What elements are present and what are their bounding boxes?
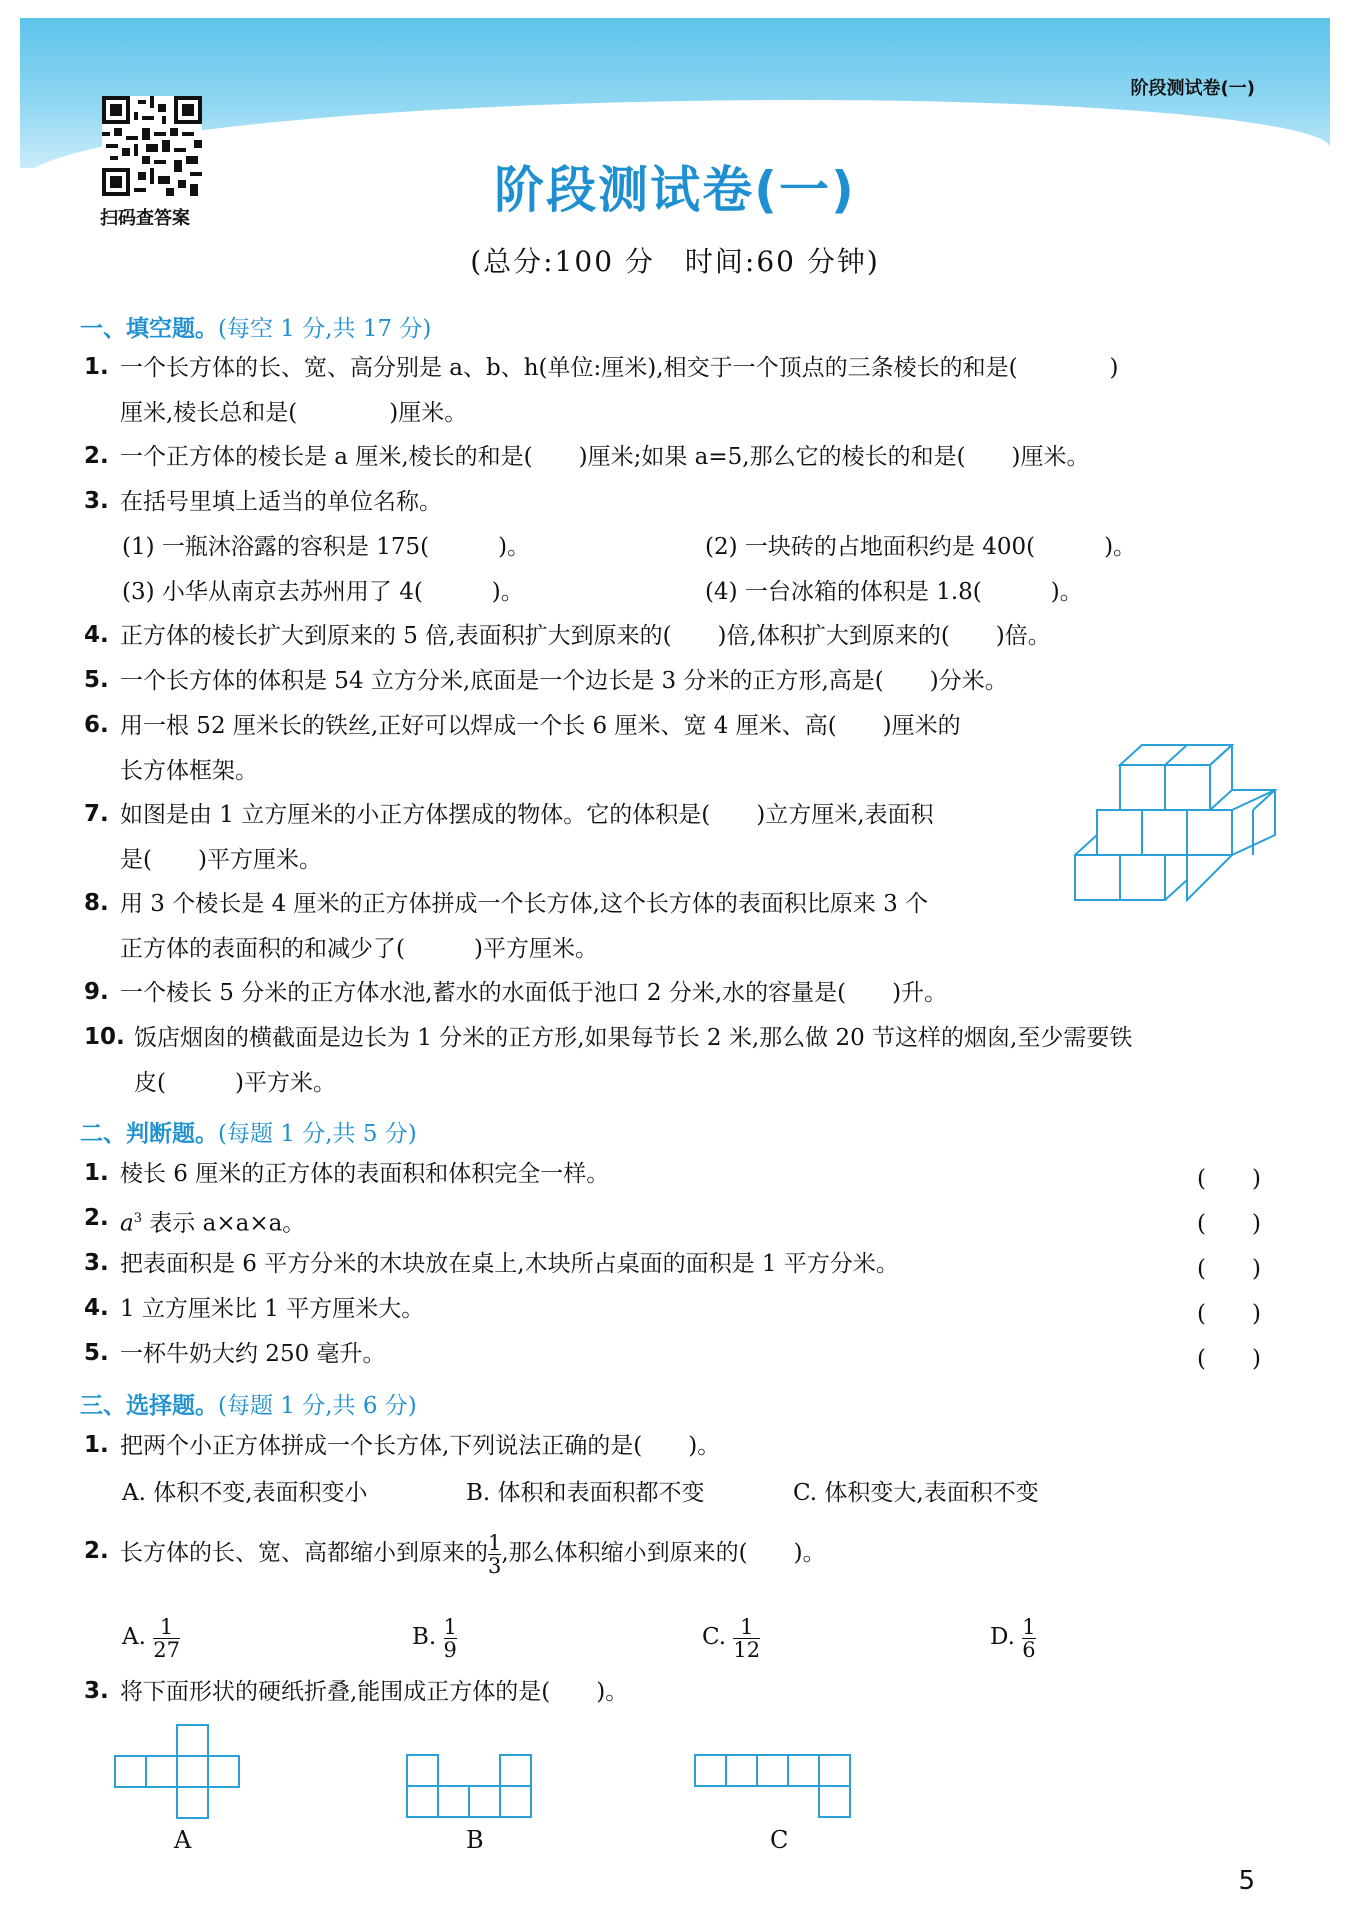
s1-q8-line2: 正方体的表面积的和减少了( )平方厘米。 xyxy=(120,936,598,962)
s2-q5-text: 一杯牛奶大约 250 毫升。 xyxy=(120,1341,386,1367)
section2-note: (每题 1 分,共 5 分) xyxy=(218,1121,417,1147)
qr-label: 扫码查答案 xyxy=(100,208,190,229)
option-fraction xyxy=(1022,1616,1035,1661)
cube-face xyxy=(1120,855,1165,900)
section1-heading xyxy=(80,310,431,343)
s1-q10-line1: 饭店烟囱的横截面是边长为 1 分米的正方形,如果每节长 2 米,那么做 20 节这样的烟囱,至少需要铁 xyxy=(134,1025,1133,1051)
s3-q1-text: 把两个小正方体拼成一个长方体,下列说法正确的是( )。 xyxy=(120,1433,721,1459)
s3-q2-num: 2. xyxy=(84,1538,109,1564)
net-a-label: A xyxy=(174,1826,192,1854)
section3-title: 三、选择题。 xyxy=(80,1393,218,1419)
option-label: D. xyxy=(990,1624,1015,1650)
cube-face xyxy=(1120,765,1165,810)
s1-q3-sub2: (2) 一块砖的占地面积约是 400( )。 xyxy=(705,534,1137,560)
s1-q3-sub4: (4) 一台冰箱的体积是 1.8( )。 xyxy=(705,579,1083,605)
cube-top xyxy=(1210,745,1275,810)
s3-q3-text: 将下面形状的硬纸折叠,能围成正方体的是( )。 xyxy=(120,1679,629,1705)
s2-q1-answer-paren[interactable]: ( ) xyxy=(1197,1166,1261,1192)
option-frac-num: 1 xyxy=(443,1614,457,1639)
option-frac-den: 27 xyxy=(153,1637,180,1662)
s2-q5-answer-paren[interactable]: ( ) xyxy=(1197,1346,1261,1372)
s3-q2-option-d[interactable] xyxy=(990,1608,1036,1666)
s2-q3-answer-paren[interactable]: ( ) xyxy=(1197,1256,1261,1282)
net-a-figure[interactable] xyxy=(110,1722,250,1822)
s1-q6-line1: 用一根 52 厘米长的铁丝,正好可以焊成一个长 6 厘米、宽 4 厘米、高( )厘米的 xyxy=(120,713,961,739)
s1-q8-num: 8. xyxy=(84,890,109,916)
s2-q4-text: 1 立方厘米比 1 平方厘米大。 xyxy=(120,1296,425,1322)
cube-face xyxy=(1165,765,1210,810)
s3-q2-text-before: 长方体的长、宽、高都缩小到原来的 xyxy=(120,1540,488,1566)
net-c-label: C xyxy=(770,1826,789,1854)
option-frac-num: 1 xyxy=(740,1614,754,1639)
s3-q1-option-b[interactable]: B. 体积和表面积都不变 xyxy=(466,1480,705,1506)
s2-q4-answer-paren[interactable]: ( ) xyxy=(1197,1301,1261,1327)
section2-heading xyxy=(80,1115,417,1148)
option-fraction xyxy=(733,1616,760,1661)
s1-q4-line1: 正方体的棱长扩大到原来的 5 倍,表面积扩大到原来的( )倍,体积扩大到原来的( )倍。 xyxy=(120,623,1051,649)
s2-q3-text: 把表面积是 6 平方分米的木块放在桌上,木块所占桌面的面积是 1 平方分米。 xyxy=(120,1251,899,1277)
net-b-label: B xyxy=(466,1826,484,1854)
s3-q1-num: 1. xyxy=(84,1432,109,1458)
option-label: C. xyxy=(702,1624,727,1650)
cube-face xyxy=(1097,810,1142,855)
section2-title: 二、判断题。 xyxy=(80,1121,218,1147)
s2-q4-num: 4. xyxy=(84,1295,109,1321)
s1-q5-num: 5. xyxy=(84,667,109,693)
page-title: 阶段测试卷(一) xyxy=(494,161,856,219)
page-number: 5 xyxy=(1238,1866,1255,1896)
s1-q1-num: 1. xyxy=(84,354,109,380)
option-frac-den: 6 xyxy=(1022,1637,1036,1662)
s3-q2-option-b[interactable] xyxy=(412,1608,457,1666)
option-fraction xyxy=(153,1616,180,1661)
cube-face xyxy=(1142,810,1187,855)
s1-q3-line1: 在括号里填上适当的单位名称。 xyxy=(120,489,442,515)
s1-q9-line1: 一个棱长 5 分米的正方体水池,蓄水的水面低于池口 2 分米,水的容量是( )升。 xyxy=(120,980,948,1006)
option-label: A. xyxy=(122,1624,146,1650)
s1-q9-num: 9. xyxy=(84,979,109,1005)
s3-q2-fraction xyxy=(488,1532,501,1577)
s1-q3-num: 3. xyxy=(84,488,109,514)
s1-q6-line2: 长方体框架。 xyxy=(120,758,258,784)
s1-q2-line1: 一个正方体的棱长是 a 厘米,棱长的和是( )厘米;如果 a=5,那么它的棱长的和是( )厘米。 xyxy=(120,444,1090,470)
s3-q2-text xyxy=(120,1524,826,1582)
option-label: B. xyxy=(412,1624,437,1650)
running-title: 阶段测试卷(一) xyxy=(1130,78,1255,99)
option-frac-den: 9 xyxy=(443,1637,457,1662)
cube-face xyxy=(1075,855,1120,900)
s2-q2-num: 2. xyxy=(84,1205,109,1231)
s1-q10-num: 10. xyxy=(84,1024,125,1050)
s3-q3-num: 3. xyxy=(84,1678,109,1704)
cube-face xyxy=(1187,810,1232,855)
section3-note: (每题 1 分,共 6 分) xyxy=(218,1393,417,1419)
s1-q7-line1: 如图是由 1 立方厘米的小正方体摆成的物体。它的体积是( )立方厘米,表面积 xyxy=(120,802,934,828)
section1-note: (每空 1 分,共 17 分) xyxy=(218,316,432,342)
s1-q5-line1: 一个长方体的体积是 54 立方分米,底面是一个边长是 3 分米的正方形,高是( )分米。 xyxy=(120,668,1008,694)
s2-q1-text: 棱长 6 厘米的正方体的表面积和体积完全一样。 xyxy=(120,1161,610,1187)
s3-q1-option-c[interactable]: C. 体积变大,表面积不变 xyxy=(793,1480,1039,1506)
cube-stack-figure xyxy=(1070,720,1280,920)
s3-q2-frac-num: 1 xyxy=(488,1530,502,1555)
s2-q2-base: a xyxy=(120,1210,134,1237)
option-fraction xyxy=(444,1616,457,1661)
s1-q3-sub3: (3) 小华从南京去苏州用了 4( )。 xyxy=(122,579,524,605)
s1-q1-line2: 厘米,棱长总和是( )厘米。 xyxy=(120,400,468,426)
option-frac-num: 1 xyxy=(159,1614,174,1639)
s3-q2-option-a[interactable] xyxy=(122,1608,180,1666)
cube-side xyxy=(1232,790,1275,855)
cube-top xyxy=(1120,745,1232,765)
s1-q7-line2: 是( )平方厘米。 xyxy=(120,847,322,873)
s1-q10-line2: 皮( )平方米。 xyxy=(134,1070,336,1096)
s2-q2-rest: 表示 a×a×a。 xyxy=(142,1210,306,1237)
cube-side xyxy=(1165,855,1232,900)
s2-q5-num: 5. xyxy=(84,1340,109,1366)
s3-q2-frac-den: 3 xyxy=(488,1553,502,1578)
net-b-figure[interactable] xyxy=(402,1752,542,1822)
s2-q2-exp: 3 xyxy=(133,1211,142,1226)
s1-q8-line1: 用 3 个棱长是 4 厘米的正方体拼成一个长方体,这个长方体的表面积比原来 3 个 xyxy=(120,891,929,917)
s3-q1-option-a[interactable]: A. 体积不变,表面积变小 xyxy=(122,1480,368,1506)
s1-q6-num: 6. xyxy=(84,712,109,738)
s2-q2-text xyxy=(120,1204,305,1239)
s1-q1-line1: 一个长方体的长、宽、高分别是 a、b、h(单位:厘米),相交于一个顶点的三条棱长的和是( ) xyxy=(120,355,1119,381)
s1-q2-num: 2. xyxy=(84,443,109,469)
s1-q4-num: 4. xyxy=(84,622,109,648)
option-frac-num: 1 xyxy=(1022,1614,1036,1639)
s3-q2-option-c[interactable] xyxy=(702,1608,760,1666)
s1-q3-sub1: (1) 一瓶沐浴露的容积是 175( )。 xyxy=(122,534,531,560)
s2-q1-num: 1. xyxy=(84,1160,109,1186)
net-c-figure[interactable] xyxy=(690,1752,860,1822)
section3-heading xyxy=(80,1387,417,1420)
section1-title: 一、填空题。 xyxy=(80,316,218,342)
page-subtitle: (总分:100 分 时间:60 分钟) xyxy=(470,245,880,278)
option-frac-den: 12 xyxy=(733,1637,761,1662)
s2-q3-num: 3. xyxy=(84,1250,109,1276)
s1-q7-num: 7. xyxy=(84,801,109,827)
s3-q2-text-after: ,那么体积缩小到原来的( )。 xyxy=(501,1540,826,1566)
s2-q2-answer-paren[interactable]: ( ) xyxy=(1197,1211,1261,1237)
